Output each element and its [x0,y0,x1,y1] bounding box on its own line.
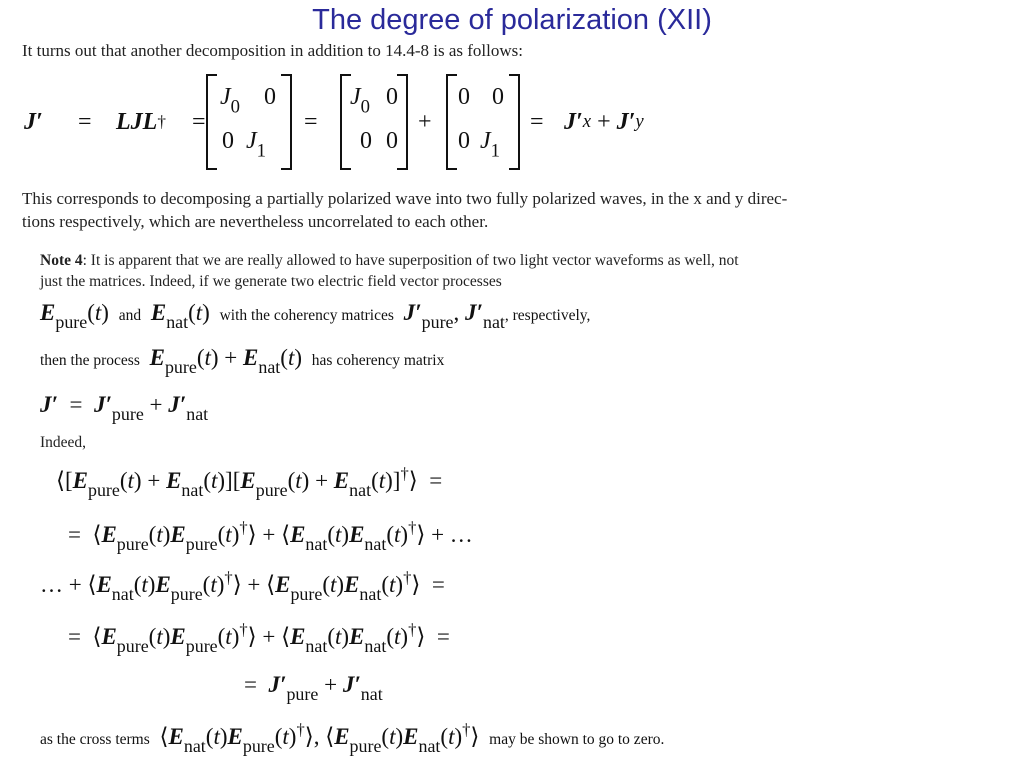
note-line-2: just the matrices. Indeed, if we generate two electric field vector processes [40,273,502,290]
eq-sign: = [192,108,206,135]
eq-ljl: LJL [116,108,158,135]
page-title: The degree of polarization (XII) [312,4,712,36]
plus-sign: + [418,108,432,135]
paragraph-line-2: tions respectively, which are nevertheless uncorrelated to each other. [22,212,489,231]
processes-line: $E_{pure}(t)$ and $E_{nat}(t)$ with the coherency matrices $J'_{pure}$, $J'_{nat}$, respectively, [40,300,591,333]
eq-sign: = [530,108,544,135]
derivation-result: = $J'_{pure} + J'_{nat}$ [244,672,383,705]
paragraph-line-1: This corresponds to decomposing a partially polarized wave into two fully polarized waves, in the x and y direc- [22,189,788,208]
derivation-line-3: … + $⟨E_{nat}(t)E_{pure}(t)^\dagger⟩$ + $⟨E_{pure}(t)E_{nat}(t)^\dagger⟩$ = [40,568,445,605]
derivation-line-1: $⟨[E_{pure}(t) + E_{nat}(t)][E_{pure}(t)$ + $E_{nat}(t)]^\dagger⟩$ = [56,464,443,501]
note-line-1: Note 4: It is apparent that we are really allowed to have superposition of two light vector waveforms as well, not [40,252,739,269]
matrix-y: 0 0 0 $J_1$ [446,74,520,170]
matrix-equation: J′ = LJL † = $J_0$ 0 0 $J_1$ = $J_0$ 0 0 0 + 0 0 0 $J_1$ = J′ x + J′ y [20,72,720,172]
eq-sign: = [78,108,92,135]
dagger-symbol: † [157,112,166,131]
eq-lhs: J′ [24,108,43,135]
matrix-full: $J_0$ 0 0 $J_1$ [206,74,292,170]
indeed-text: Indeed, [40,434,87,451]
matrix-x: $J_0$ 0 0 0 [340,74,408,170]
intro-text: It turns out that another decomposition in addition to 14.4-8 is as follows: [22,41,523,60]
coherency-sum: $J' = J'_{pure} + J'_{nat}$ [40,392,209,425]
cross-terms-line: as the cross terms $⟨E_{nat}(t)E_{pure}(t)^\dagger⟩$, $⟨E_{pure}(t)E_{nat}(t)^\dagger⟩$ may be shown to go to zero. [40,720,665,757]
eq-sign: = [304,108,318,135]
derivation-line-4: = $⟨E_{pure}(t)E_{pure}(t)^\dagger⟩$ + $⟨E_{nat}(t)E_{nat}(t)^\dagger⟩$ = [68,620,450,657]
process-sum-line: then the process $E_{pure}(t) + E_{nat}(t)$ has coherency matrix [40,345,445,378]
derivation-line-2: = $⟨E_{pure}(t)E_{pure}(t)^\dagger⟩$ + $⟨E_{nat}(t)E_{nat}(t)^\dagger⟩$ + … [68,518,473,555]
